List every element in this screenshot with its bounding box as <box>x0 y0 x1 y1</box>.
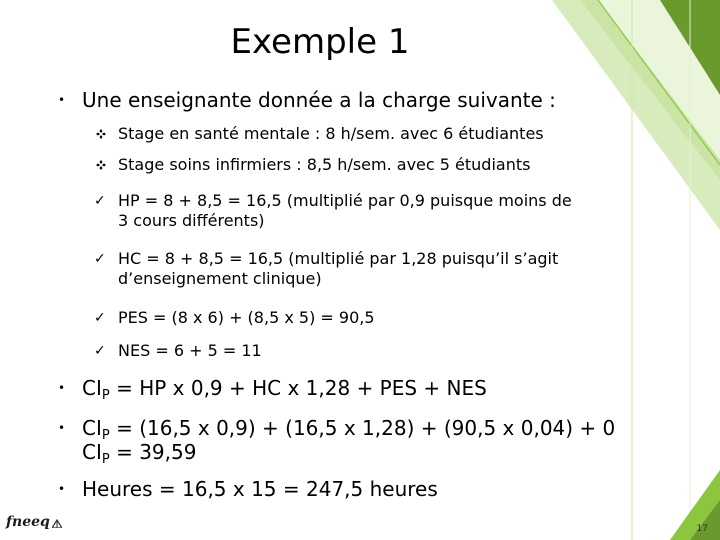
four-diamond-icon <box>96 129 106 139</box>
ci-subscript: P <box>101 452 110 467</box>
hours-line: Heures = 16,5 x 15 = 247,5 heures <box>82 477 438 501</box>
sub-item-3-line2: 3 cours différents) <box>118 211 265 230</box>
ci-label: CI <box>82 416 102 440</box>
four-diamond-icon <box>96 160 106 170</box>
sub-item-6: NES = 6 + 5 = 11 <box>118 341 262 360</box>
ci-subscript: P <box>101 388 110 403</box>
checkmark-icon: ✓ <box>94 193 106 209</box>
bullet-dot: • <box>58 421 66 435</box>
formula-1 <box>82 376 487 408</box>
slide-title: Exemple 1 <box>230 22 410 62</box>
ci-label: CI <box>82 440 102 464</box>
ci-subscript: P <box>101 428 110 443</box>
page-number: 17 <box>696 524 708 534</box>
bullet-dot: • <box>58 93 66 107</box>
sub-item-3-line1: HP = 8 + 8,5 = 16,5 (multiplié par 0,9 puisque moins de <box>118 191 572 210</box>
sub-item-5: PES = (8 x 6) + (8,5 x 5) = 90,5 <box>118 308 375 327</box>
checkmark-icon: ✓ <box>94 343 106 359</box>
formula-1-rest: = HP x 0,9 + HC x 1,28 + PES + NES <box>109 376 487 400</box>
logo-emblem-icon <box>52 518 62 528</box>
ci-label: CI <box>82 376 102 400</box>
formula-2-rest: = (16,5 x 0,9) + (16,5 x 1,28) + (90,5 x 0,04) + 0 <box>109 416 616 440</box>
checkmark-icon: ✓ <box>94 310 106 326</box>
checkmark-icon: ✓ <box>94 251 106 267</box>
bullet-dot: • <box>58 381 66 395</box>
fneeq-logo: fneeq <box>6 514 50 530</box>
formula-3-rest: = 39,59 <box>109 440 197 464</box>
sub-item-1: Stage en santé mentale : 8 h/sem. avec 6 étudiantes <box>118 124 544 143</box>
bullet-dot: • <box>58 482 66 496</box>
sub-item-3 <box>118 191 618 231</box>
intro-text: Une enseignante donnée a la charge suivante : <box>82 88 556 112</box>
sub-item-4-line2: d’enseignement clinique) <box>118 269 322 288</box>
formula-3 <box>82 440 196 472</box>
sub-item-4-line1: HC = 8 + 8,5 = 16,5 (multiplié par 1,28 puisqu’il s’agit <box>118 249 559 268</box>
sub-item-4 <box>118 249 618 289</box>
sub-item-2: Stage soins infirmiers : 8,5 h/sem. avec 5 étudiants <box>118 155 531 174</box>
